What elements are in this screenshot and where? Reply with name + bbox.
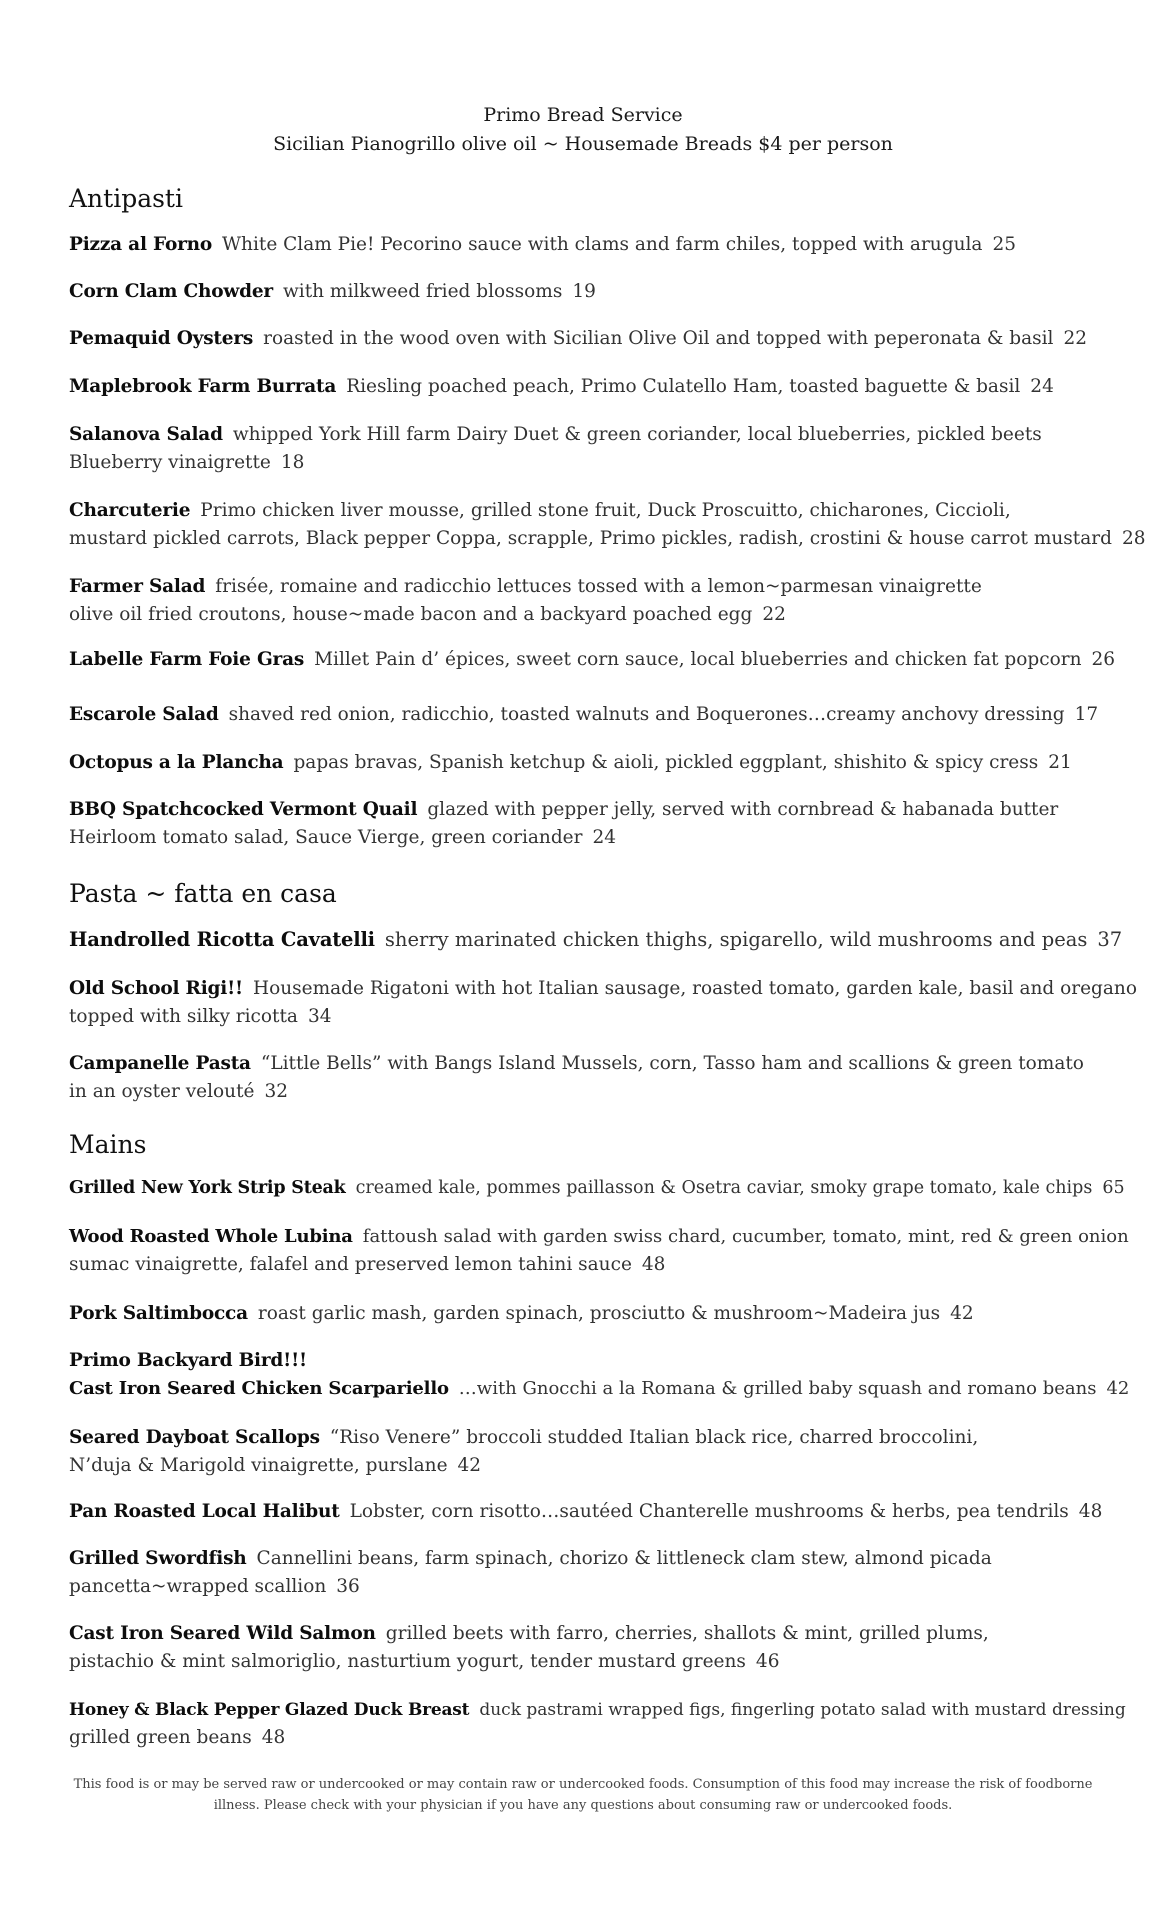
section-title-mains: Mains <box>69 1130 147 1159</box>
bread-service-subtitle: Sicilian Pianogrillo olive oil ~ Housemade Breads $4 per person <box>273 133 893 155</box>
menu-item <box>69 231 1109 259</box>
menu-item <box>69 1174 1125 1202</box>
item-description-line2: grilled green beans <box>69 1727 252 1748</box>
item-price: 22 <box>1063 328 1087 349</box>
item-name: Octopus a la Plancha <box>69 752 284 773</box>
item-name: Handrolled Ricotta Cavatelli <box>69 928 375 951</box>
item-price: 42 <box>457 1455 482 1476</box>
item-name: Labelle Farm Foie Gras <box>69 649 305 670</box>
menu-item <box>69 373 1109 401</box>
item-price: 36 <box>336 1576 360 1597</box>
menu-item <box>69 1696 1126 1752</box>
menu-item <box>69 497 1146 553</box>
item-name: Pan Roasted Local Halibut <box>69 1501 340 1522</box>
item-description: glazed with pepper jelly, served with cornbread & habanada butter <box>427 799 1059 820</box>
item-price: 22 <box>762 604 786 625</box>
menu-item <box>69 1498 1109 1526</box>
item-description: frisée, romaine and radicchio lettuces tossed with a lemon~parmesan vinaigrette <box>215 576 982 597</box>
raw-food-disclaimer <box>60 1774 1106 1816</box>
item-price: 28 <box>1121 528 1146 549</box>
menu-item <box>69 749 1109 777</box>
item-price: 17 <box>1074 704 1099 725</box>
item-description-line2: olive oil fried croutons, house~made bacon and a backyard poached egg <box>69 604 753 625</box>
disclaimer-line2: illness. Please check with your physician if you have any questions about consuming raw or undercooked foods. <box>213 1798 953 1813</box>
section-title-antipasti: Antipasti <box>69 184 183 213</box>
item-price: 48 <box>261 1727 286 1748</box>
menu-item <box>69 1300 1109 1328</box>
menu-item <box>69 1050 1109 1106</box>
item-description: Millet Pain d’ épices, sweet corn sauce, local blueberries and chicken fat popcorn <box>314 649 1082 670</box>
item-name: Charcuterie <box>69 500 191 521</box>
item-description: roast garlic mash, garden spinach, prosciutto & mushroom~Madeira jus <box>257 1303 941 1324</box>
item-description: papas bravas, Spanish ketchup & aioli, pickled eggplant, shishito & spicy cress <box>293 752 1039 773</box>
item-description: Primo chicken liver mousse, grilled stone fruit, Duck Proscuitto, chicharones, Ciccioli, <box>200 500 1011 521</box>
item-description-line2: pancetta~wrapped scallion <box>69 1576 327 1597</box>
menu-item <box>69 796 1109 852</box>
item-description: Riesling poached peach, Primo Culatello Ham, toasted baguette & basil <box>346 376 1021 397</box>
item-description: “Little Bells” with Bangs Island Mussels, corn, Tasso ham and scallions & green tomato <box>260 1053 1084 1074</box>
item-price: 19 <box>572 281 596 302</box>
item-price: 24 <box>592 827 616 848</box>
menu-item <box>69 573 1109 629</box>
item-name: Campanelle Pasta <box>69 1053 251 1074</box>
item-name: Corn Clam Chowder <box>69 281 273 302</box>
item-price: 42 <box>1106 1378 1130 1399</box>
item-description-line2: Blueberry vinaigrette <box>69 452 271 473</box>
item-name: Grilled New York Strip Steak <box>69 1178 346 1198</box>
item-description: Housemade Rigatoni with hot Italian sausage, roasted tomato, garden kale, basil and oregano <box>252 978 1137 999</box>
item-price: 48 <box>641 1254 666 1275</box>
item-name: Cast Iron Seared Wild Salmon <box>69 1623 376 1644</box>
item-description-line2: N’duja & Marigold vinaigrette, purslane <box>69 1455 448 1476</box>
menu-item <box>69 325 1109 353</box>
item-name: Escarole Salad <box>69 704 219 725</box>
item-description: Cannellini beans, farm spinach, chorizo & littleneck clam stew, almond picada <box>256 1548 992 1569</box>
item-name: Pork Saltimbocca <box>69 1303 248 1324</box>
item-price: 32 <box>264 1081 289 1102</box>
item-price: 24 <box>1030 376 1054 397</box>
menu-item <box>69 1347 1130 1403</box>
item-price: 65 <box>1102 1178 1125 1198</box>
item-price: 42 <box>950 1303 974 1324</box>
menu-item <box>69 421 1109 477</box>
item-description: shaved red onion, radicchio, toasted walnuts and Boquerones…creamy anchovy dressing <box>228 704 1065 725</box>
item-description: whipped York Hill farm Dairy Duet & green coriander, local blueberries, pickled beets <box>232 424 1042 445</box>
item-description: grilled beets with farro, cherries, shallots & mint, grilled plums, <box>385 1623 989 1644</box>
menu-item <box>69 1424 1109 1480</box>
menu-item <box>69 975 1137 1031</box>
item-price: 26 <box>1091 649 1116 670</box>
item-description: Lobster, corn risotto…sautéed Chanterelle mushrooms & herbs, pea tendrils <box>349 1501 1069 1522</box>
menu-item <box>69 278 1109 306</box>
item-pre-title: Primo Backyard Bird!!! <box>69 1350 307 1371</box>
item-price: 18 <box>280 452 305 473</box>
menu-item <box>69 646 1116 674</box>
item-name: BBQ Spatchcocked Vermont Quail <box>69 799 418 820</box>
menu-item <box>69 1620 1109 1676</box>
menu-item <box>69 926 1123 954</box>
item-description: sherry marinated chicken thighs, spigarello, wild mushrooms and peas <box>384 928 1088 951</box>
item-name: Cast Iron Seared Chicken Scarpariello <box>69 1378 449 1399</box>
item-name: Pizza al Forno <box>69 234 213 255</box>
section-title-pasta: Pasta ~ fatta en casa <box>69 879 337 908</box>
menu-item <box>69 1223 1129 1279</box>
item-description-line2: sumac vinaigrette, falafel and preserved lemon tahini sauce <box>69 1254 632 1275</box>
menu-item <box>69 701 1109 729</box>
item-description: roasted in the wood oven with Sicilian Olive Oil and topped with peperonata & basil <box>263 328 1054 349</box>
item-description-line2: mustard pickled carrots, Black pepper Coppa, scrapple, Primo pickles, radish, crostini & house carrot mustard <box>69 528 1112 549</box>
item-description-line2: topped with silky ricotta <box>69 1006 298 1027</box>
menu-item <box>69 1545 1109 1601</box>
item-price: 46 <box>755 1651 780 1672</box>
item-price: 48 <box>1078 1501 1103 1522</box>
item-description-line2: Heirloom tomato salad, Sauce Vierge, green coriander <box>69 827 583 848</box>
disclaimer-line1: This food is or may be served raw or undercooked or may contain raw or undercooked foods. Consumption of this food may increase the risk of foodborne <box>73 1777 1093 1792</box>
item-name: Seared Dayboat Scallops <box>69 1427 320 1448</box>
item-name: Maplebrook Farm Burrata <box>69 376 337 397</box>
item-description: …with Gnocchi a la Romana & grilled baby squash and romano beans <box>458 1378 1097 1399</box>
item-price: 34 <box>307 1006 332 1027</box>
item-price: 37 <box>1097 928 1123 951</box>
item-name: Wood Roasted Whole Lubina <box>69 1226 353 1247</box>
item-name: Grilled Swordfish <box>69 1548 247 1569</box>
item-name: Salanova Salad <box>69 424 223 445</box>
item-description: duck pastrami wrapped figs, fingerling potato salad with mustard dressing <box>479 1700 1126 1720</box>
item-price: 25 <box>992 234 1016 255</box>
item-description: White Clam Pie! Pecorino sauce with clams and farm chiles, topped with arugula <box>222 234 983 255</box>
item-name: Old School Rigi!! <box>69 978 243 999</box>
bread-service <box>0 101 1166 159</box>
item-description: with milkweed fried blossoms <box>282 281 563 302</box>
item-description: creamed kale, pommes paillasson & Osetra caviar, smoky grape tomato, kale chips <box>355 1178 1093 1198</box>
item-name: Farmer Salad <box>69 576 206 597</box>
item-description-line2: pistachio & mint salmoriglio, nasturtium yogurt, tender mustard greens <box>69 1651 746 1672</box>
item-description: “Riso Venere” broccoli studded Italian black rice, charred broccolini, <box>329 1427 979 1448</box>
bread-service-title: Primo Bread Service <box>483 104 683 126</box>
item-price: 21 <box>1048 752 1072 773</box>
item-description: fattoush salad with garden swiss chard, cucumber, tomato, mint, red & green onion <box>362 1226 1129 1247</box>
item-description-line2: in an oyster velouté <box>69 1081 255 1102</box>
item-name: Pemaquid Oysters <box>69 328 254 349</box>
item-name: Honey & Black Pepper Glazed Duck Breast <box>69 1700 470 1720</box>
